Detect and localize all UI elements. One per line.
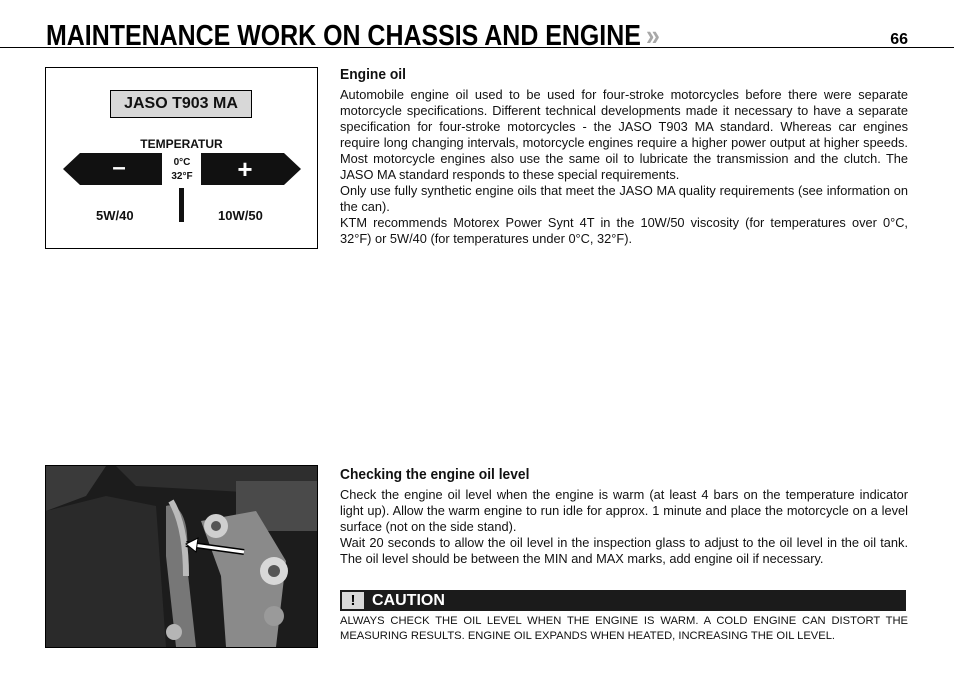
celsius-label: 0°C xyxy=(173,157,191,168)
fahrenheit-label: 32°F xyxy=(171,171,193,182)
oil-level-paragraph: Wait 20 seconds to allow the oil level in the inspection glass to adjust to the oil level in the oil tank. The oil level should be between the MIN and MAX marks, add engine oil if necessary. xyxy=(340,535,908,566)
chevron-icon: » xyxy=(646,20,660,52)
grade-10w50: 10W/50 xyxy=(218,208,263,223)
plus-icon: + xyxy=(237,154,253,184)
minus-icon: – xyxy=(112,154,126,181)
temperature-label: TEMPERATUR xyxy=(140,137,223,151)
engine-oil-heading: Engine oil xyxy=(340,66,406,83)
engine-photo xyxy=(45,465,318,648)
page-title xyxy=(46,18,660,54)
jaso-spec-label: JASO T903 MA xyxy=(110,90,252,118)
oil-viscosity-figure xyxy=(45,67,318,249)
engine-oil-paragraph: Only use fully synthetic engine oils that meet the JASO MA quality requirements (see information on the can). xyxy=(340,183,908,214)
oil-level-section xyxy=(340,465,908,567)
header-rule xyxy=(0,47,954,48)
divider-bar xyxy=(179,188,184,222)
grade-5w40: 5W/40 xyxy=(96,208,134,223)
page-title-text: MAINTENANCE WORK ON CHASSIS AND ENGINE xyxy=(46,20,641,52)
caution-label: CAUTION xyxy=(372,592,445,609)
engine-oil-paragraph: KTM recommends Motorex Power Synt 4T in the 10W/50 viscosity (for temperatures over 0°C, 32°F) or 5W/40 (for temperatures under 0°C, 32°F). xyxy=(340,215,908,246)
oil-level-paragraph: Check the engine oil level when the engine is warm (at least 4 bars on the temperature indicator light up). Allow the warm engine to run idle for approx. 1 minute and place the motorcycle on a level surface (not on the side stand). xyxy=(340,487,908,534)
page-number: 66 xyxy=(890,31,908,48)
engine-oil-paragraph: Automobile engine oil used to be used for four-stroke motorcycles before there were separate motorcycle specifications. Different technical developments made it necessary to have a separate specification for four-stroke motorcycles - the JASO T903 MA standard. Whereas car engines require long changing intervals, motorcycle engines require a higher power output at higher speeds. Most motorcycle engines also use the same oil to lubricate the transmission and the clutch. The JASO MA standard responds to these special requirements. xyxy=(340,87,908,182)
engine-photo-illustration xyxy=(46,466,317,647)
caution-banner xyxy=(340,590,906,611)
warning-icon: ! xyxy=(342,592,364,609)
engine-oil-section xyxy=(340,65,908,247)
oil-level-heading: Checking the engine oil level xyxy=(340,466,530,483)
caution-text: ALWAYS CHECK THE OIL LEVEL WHEN THE ENGINE IS WARM. A COLD ENGINE CAN DISTORT THE MEASURING RESULTS. ENGINE OIL EXPANDS WHEN HEATED, INCREASING THE OIL LEVEL. xyxy=(340,615,908,642)
